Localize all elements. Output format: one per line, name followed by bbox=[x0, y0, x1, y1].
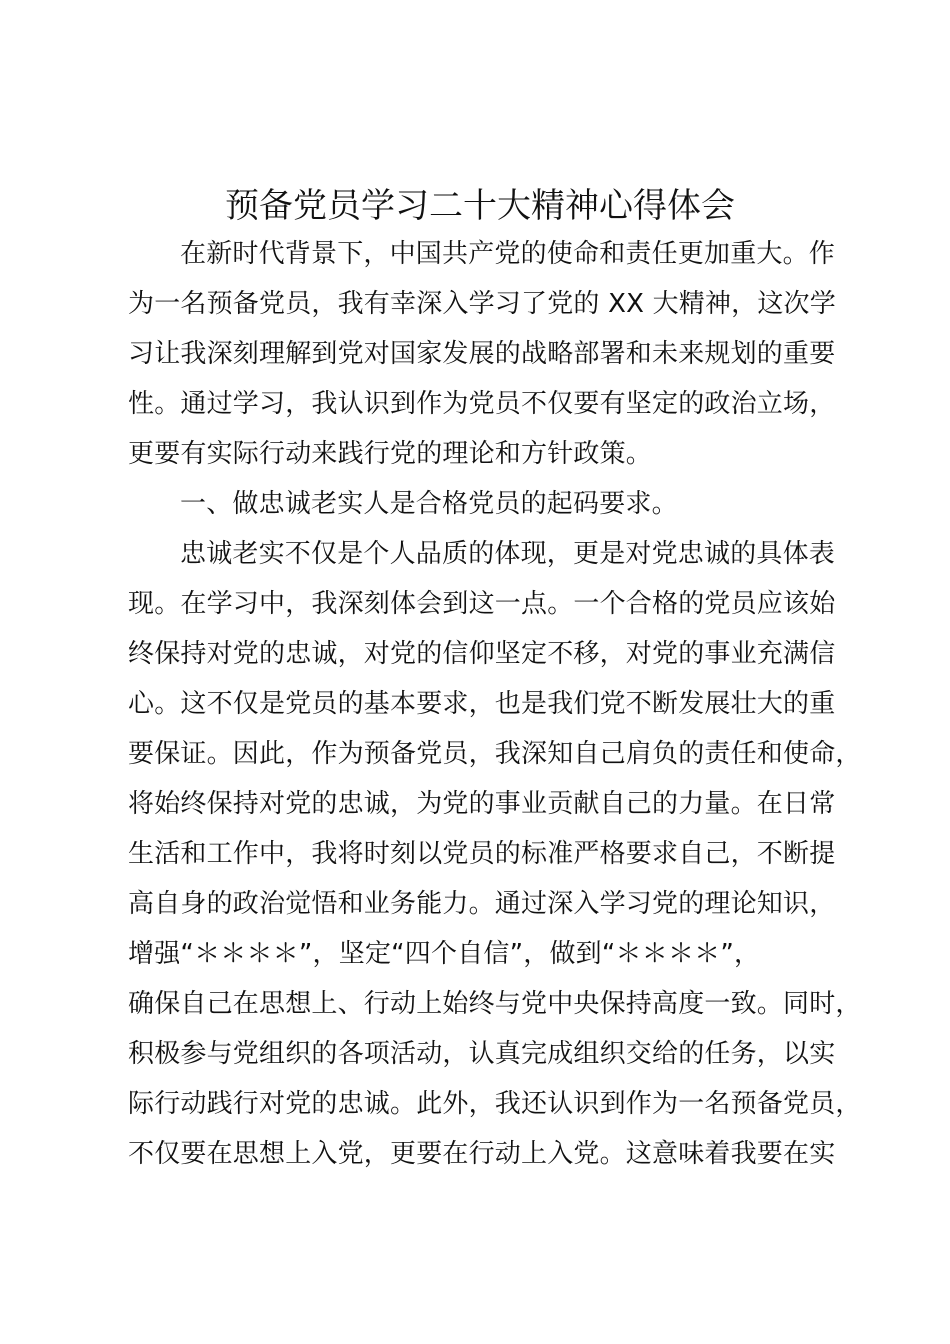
body-line: 不仅要在思想上入党，更要在行动上入党。这意味着我要在实 bbox=[128, 1139, 836, 1169]
body-line: 终保持对党的忠诚，对党的信仰坚定不移，对党的事业充满信 bbox=[128, 639, 836, 669]
body-line: 为一名预备党员，我有幸深入学习了党的 XX 大精神，这次学 bbox=[128, 289, 836, 319]
body-line: 要保证。因此，作为预备党员，我深知自己肩负的责任和使命， bbox=[128, 739, 862, 769]
document-title: 预备党员学习二十大精神心得体会 bbox=[225, 186, 735, 226]
body-line: 心。这不仅是党员的基本要求，也是我们党不断发展壮大的重 bbox=[128, 689, 836, 719]
body-line: 确保自己在思想上、行动上始终与党中央保持高度一致。同时， bbox=[128, 989, 862, 1019]
body-line: 生活和工作中，我将时刻以党员的标准严格要求自己，不断提 bbox=[128, 839, 836, 869]
body-line: 高自身的政治觉悟和业务能力。通过深入学习党的理论知识， bbox=[128, 889, 836, 919]
body-line: 积极参与党组织的各项活动，认真完成组织交给的任务，以实 bbox=[128, 1039, 836, 1069]
body-line: 在新时代背景下，中国共产党的使命和责任更加重大。作 bbox=[180, 239, 836, 269]
body-line: 将始终保持对党的忠诚，为党的事业贡献自己的力量。在日常 bbox=[128, 789, 836, 819]
body-line: 习让我深刻理解到党对国家发展的战略部署和未来规划的重要 bbox=[128, 339, 836, 369]
body-line: 更要有实际行动来践行党的理论和方针政策。 bbox=[128, 439, 653, 469]
body-line: 忠诚老实不仅是个人品质的体现，更是对党忠诚的具体表 bbox=[180, 539, 836, 569]
body-line: 现。在学习中，我深刻体会到这一点。一个合格的党员应该始 bbox=[128, 589, 836, 619]
body-line: 际行动践行对党的忠诚。此外，我还认识到作为一名预备党员， bbox=[128, 1089, 862, 1119]
body-line: 性。通过学习，我认识到作为党员不仅要有坚定的政治立场， bbox=[128, 389, 836, 419]
body-line: 增强“＊＊＊＊”，坚定“四个自信”，做到“＊＊＊＊”， bbox=[128, 939, 761, 969]
section-heading: 一、做忠诚老实人是合格党员的起码要求。 bbox=[180, 489, 678, 519]
